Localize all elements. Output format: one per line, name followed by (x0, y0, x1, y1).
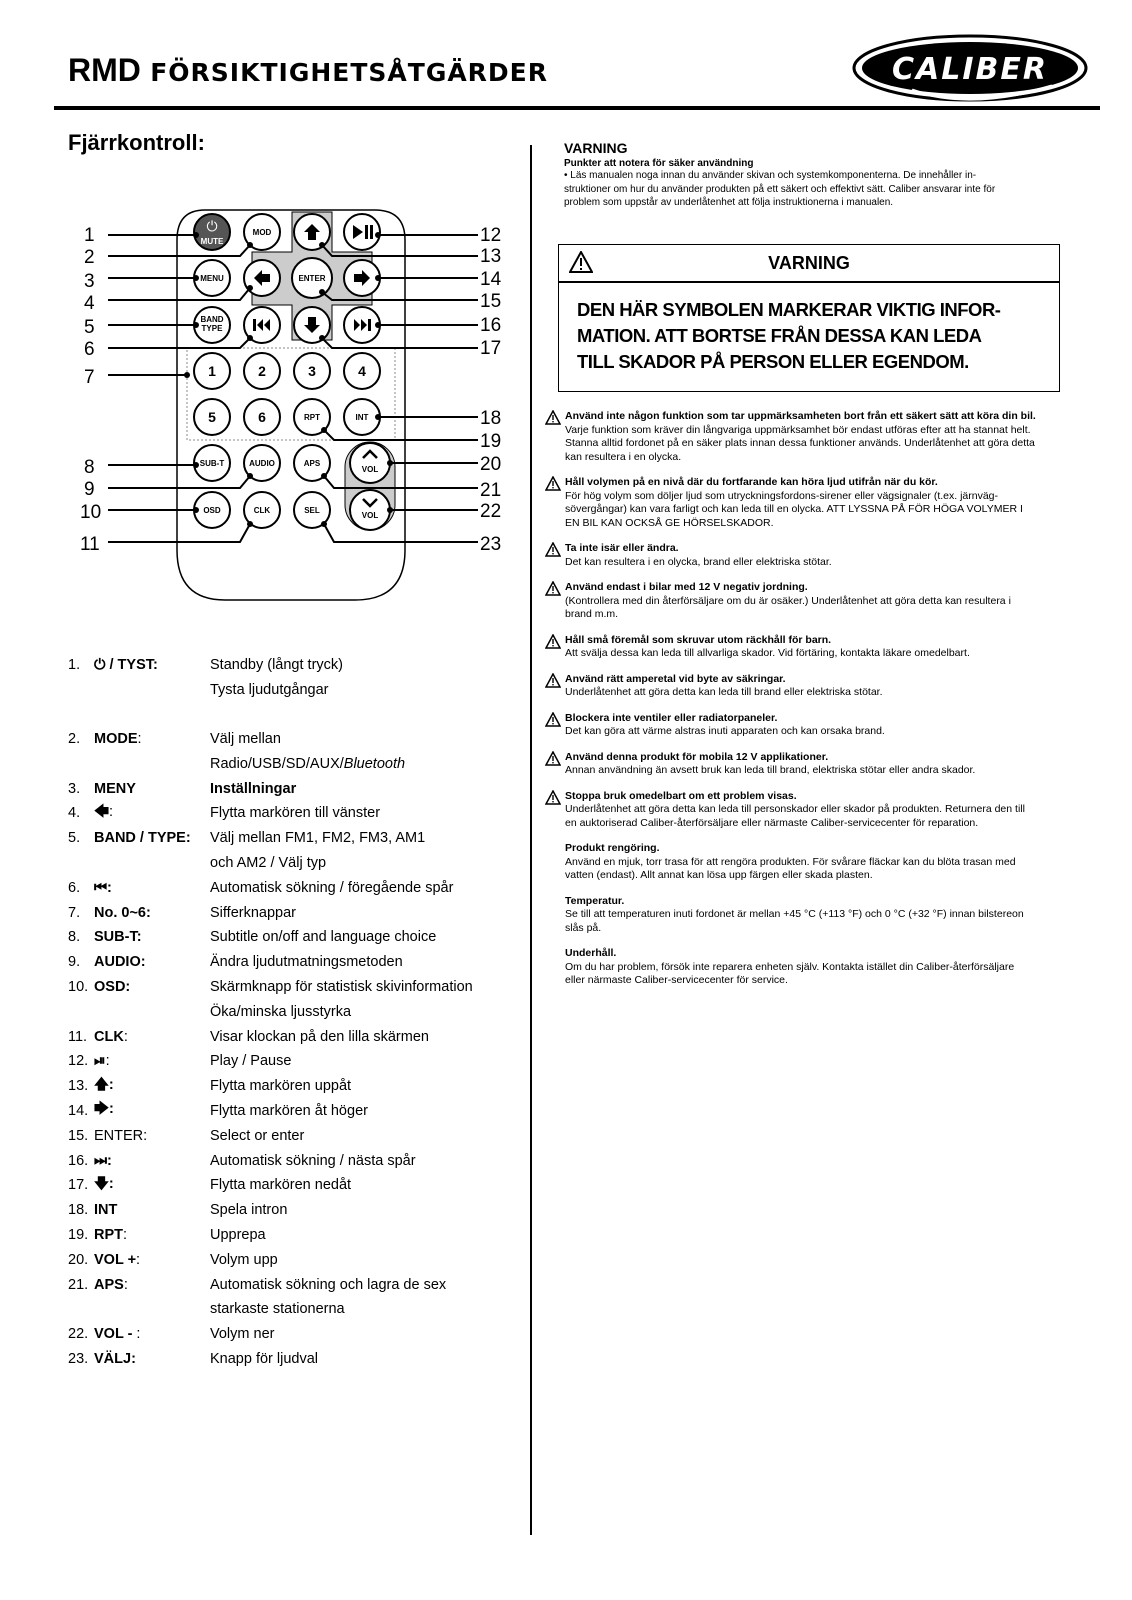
legend-description-text: Spela intron (210, 1202, 288, 1219)
legend-description (210, 1177, 508, 1193)
legend-description-text: och AM2 / Välj typ (210, 854, 327, 871)
legend-description (210, 905, 508, 921)
callout-3: 3 (84, 271, 95, 292)
legend-description-text: Automatisk sökning / nästa spår (210, 1152, 416, 1169)
legend-key (94, 1098, 210, 1123)
warning-note (545, 476, 1075, 530)
legend-key (94, 1153, 210, 1169)
legend-key (94, 1202, 210, 1218)
legend-key (94, 801, 210, 826)
legend-key-suffix: : (123, 1028, 128, 1045)
subt-label: SUB-T (199, 459, 225, 468)
legend-description (210, 1053, 508, 1069)
note-body-line: vatten (endast). Allt annat kan lösa upp färgen eller skada plasten. (565, 869, 873, 881)
safety-notes (545, 410, 1075, 1000)
legend-number: 1. (68, 657, 81, 674)
note-heading: Håll volymen på en nivå där du fortfarande kan höra ljud utifrån när du kör. (565, 476, 938, 488)
num-3-label: 3 (308, 363, 316, 379)
legend-description (210, 1078, 508, 1094)
legend-key-bold: No. 0~6: (94, 904, 151, 921)
logo-text: CALIBER (892, 52, 1048, 87)
legend-number: 21. (68, 1276, 89, 1293)
legend-description-text: Flytta markören åt höger (210, 1102, 368, 1119)
legend-key (94, 1173, 210, 1198)
warning-note (545, 542, 1075, 569)
legend-key-bold: CLK (94, 1028, 124, 1045)
legend-number: 3. (68, 780, 81, 797)
note-body-line: (Kontrollera med din återförsäljare om du är osäker.) Underlåtenhet att göra detta kan resultera i (565, 594, 1011, 607)
note-body-line: kan resultera i en olycka. (565, 450, 682, 463)
enter-label: ENTER (298, 274, 326, 283)
legend-description-text: Standby (långt tryck) (210, 657, 343, 674)
legend-description (210, 1351, 508, 1367)
legend-description-text: Ändra ljudutmatningsmetoden (210, 954, 403, 971)
note-heading: Produkt rengöring. (565, 842, 660, 854)
warning-icon (545, 581, 561, 596)
note-body-line: Det kan göra att värme alstras inuti apparaten och kan orsaka brand. (565, 725, 885, 737)
callout-1: 1 (84, 225, 95, 246)
legend-description (210, 1301, 508, 1317)
intro-line: problem som uppstår av underlåtenhet att följa instruktionerna i manualen. (564, 197, 894, 208)
legend-description-text: Välj mellan (210, 730, 281, 747)
note-body-line: Se till att temperaturen inuti fordonet är mellan +45 °C (+113 °F) och 0 °C (+32 °F) innan bilstereon (565, 908, 1024, 920)
note-body-line: Underlåtenhet att göra detta kan leda till personskador eller skador på produkten. Returnera den till (565, 803, 1025, 815)
legend-key-bold: MENY (94, 780, 136, 797)
legend-key-bold: RPT (94, 1226, 123, 1243)
note-body-line: Det kan resultera i en olycka, brand eller elektriska stötar. (565, 555, 832, 568)
legend-key-bold: AUDIO: (94, 954, 146, 971)
callout-9: 9 (84, 479, 95, 500)
legend-key-suffix: : (123, 1226, 128, 1243)
legend-row (68, 776, 508, 801)
vol-down-button[interactable] (350, 490, 390, 530)
legend-description-text: Visar klockan på den lilla skärmen (210, 1028, 429, 1045)
callout-2: 2 (84, 247, 95, 268)
callout-10: 10 (80, 502, 102, 523)
callout-12: 12 (480, 225, 502, 246)
remote-heading: Fjärrkontroll: (68, 130, 205, 155)
legend-row (68, 999, 508, 1024)
varning-heading: VARNING (564, 140, 628, 156)
legend-number: 14. (68, 1102, 89, 1119)
button-legend (68, 653, 508, 1371)
callout-21: 21 (480, 480, 502, 501)
legend-key (94, 1351, 210, 1367)
type-label: TYPE (201, 324, 223, 333)
intro-line: • Läs manualen noga innan du använder skivan och systemkomponenterna. De innehåller in- (564, 170, 977, 181)
header-rule (54, 106, 1100, 110)
warning-box-body (559, 283, 1059, 375)
legend-key (94, 979, 210, 995)
callout-4: 4 (84, 293, 95, 314)
legend-key-bold: 🡅: (94, 1076, 114, 1093)
warning-note (545, 790, 1075, 831)
menu-label: MENU (200, 274, 224, 283)
note-body-line: Om du har problem, försök inte reparera enheten själv. Kontakta istället din Caliber-återförsäljare (565, 960, 1015, 973)
legend-description-text: Volym upp (210, 1251, 278, 1268)
info-note (545, 947, 1075, 988)
warning-icon (545, 790, 561, 805)
legend-description (210, 1029, 508, 1045)
legend-description (210, 954, 508, 970)
callout-11: 11 (80, 534, 100, 555)
legend-key-bold: MODE (94, 730, 138, 747)
note-body-line: en auktoriserad Caliber-återförsäljare eller närmaste Caliber-servicecenter för reparation. (565, 816, 979, 829)
note-heading: Ta inte isär eller ändra. (565, 542, 679, 554)
left-callout-numbers (80, 225, 101, 555)
warning-box-line: DEN HÄR SYMBOLEN MARKERAR VIKTIG INFOR- (577, 299, 1001, 320)
legend-key-bold: VÄLJ: (94, 1350, 136, 1367)
audio-label: AUDIO (249, 459, 275, 468)
note-heading: Blockera inte ventiler eller radiatorpaneler. (565, 711, 778, 724)
legend-row (68, 1322, 508, 1347)
legend-description (210, 1326, 508, 1342)
legend-description (210, 1153, 508, 1169)
legend-description-text: Upprepa (210, 1226, 266, 1243)
legend-number: 18. (68, 1202, 89, 1219)
legend-key-bold: VOL - (94, 1326, 133, 1343)
legend-row (68, 1247, 508, 1272)
legend-number: 8. (68, 929, 81, 946)
legend-key-suffix: : (136, 1251, 141, 1268)
callout-15: 15 (480, 291, 502, 312)
legend-row (68, 1123, 508, 1148)
sel-label: SEL (304, 506, 320, 515)
note-heading: Använd endast i bilar med 12 V negativ jordning. (565, 581, 808, 593)
legend-number: 5. (68, 830, 81, 847)
legend-description-text: Knapp för ljudval (210, 1350, 319, 1367)
legend-key-bold: VOL + (94, 1251, 137, 1268)
aps-label: APS (303, 459, 321, 468)
legend-row (68, 1024, 508, 1049)
note-heading: Underhåll. (565, 947, 617, 959)
int-label: INT (355, 413, 369, 422)
legend-row (68, 1173, 508, 1198)
vol-up-button[interactable] (350, 443, 390, 483)
legend-row (68, 727, 508, 752)
legend-row (68, 751, 508, 776)
legend-number: 20. (68, 1251, 89, 1268)
callout-6: 6 (84, 339, 95, 360)
legend-key (94, 905, 210, 921)
callout-7: 7 (84, 367, 95, 388)
legend-key-bold: ⏯ (94, 1053, 106, 1070)
legend-key (94, 1326, 210, 1342)
warning-icon (545, 634, 561, 649)
legend-description (210, 979, 508, 995)
legend-key-bold: ⏮: (94, 879, 112, 896)
legend-row (68, 900, 508, 925)
legend-key-bold: ⏭: (94, 1152, 112, 1169)
warning-icon (545, 476, 561, 491)
note-body-line: Att svälja dessa kan leda till allvarliga skador. Vid förtäring, kontakta läkare omedelbart. (565, 647, 970, 659)
note-body-line: EN BIL KAN OCKSÅ GE HÖRSELSKADOR. (565, 516, 774, 529)
legend-key-plain: ENTER: (94, 1127, 148, 1144)
note-body-line: eller närmaste Caliber-servicecenter för service. (565, 974, 788, 986)
warning-note (545, 634, 1075, 661)
legend-key-suffix: : (132, 1326, 141, 1343)
vol-up-label: VOL (361, 465, 379, 474)
legend-number: 2. (68, 730, 81, 747)
warning-note (545, 751, 1075, 778)
legend-key (94, 1252, 210, 1268)
legend-key-bold: OSD: (94, 978, 131, 995)
legend-key-suffix: : (105, 1053, 110, 1070)
legend-key (94, 830, 210, 846)
callout-13: 13 (480, 246, 502, 267)
brand-label: RMD (68, 52, 141, 88)
legend-description (210, 781, 508, 797)
legend-description-text: Subtitle on/off and language choice (210, 929, 437, 946)
legend-description-text: Select or enter (210, 1127, 305, 1144)
legend-row (68, 826, 508, 851)
legend-description (210, 1202, 508, 1218)
legend-key-bold: ⏻ / TYST: (94, 657, 158, 674)
legend-number: 13. (68, 1078, 89, 1095)
clk-label: CLK (253, 506, 271, 515)
legend-gap (68, 703, 508, 727)
note-body-line: brand m.m. (565, 608, 619, 620)
legend-description-text: Flytta markören nedåt (210, 1177, 352, 1194)
legend-number: 10. (68, 978, 89, 995)
legend-row (68, 950, 508, 975)
legend-description-text: Radio/USB/SD/AUX/ (210, 755, 344, 772)
num-6-label: 6 (258, 409, 266, 425)
legend-description-text: Automatisk sökning / föregående spår (210, 879, 454, 896)
legend-description (210, 855, 508, 871)
legend-key (94, 1227, 210, 1243)
legend-row (68, 653, 508, 678)
legend-row (68, 1074, 508, 1099)
osd-label: OSD (203, 506, 221, 515)
legend-description-text: Inställningar (210, 780, 297, 797)
vol-down-label: VOL (361, 511, 379, 520)
legend-key (94, 880, 210, 896)
note-body-line: Annan användning än avsett bruk kan leda till brand, elektriska stötar eller andra skador. (565, 764, 976, 776)
warning-icon (545, 410, 561, 425)
remote-control-diagram (70, 200, 530, 630)
callout-23: 23 (480, 534, 502, 555)
legend-description (210, 805, 508, 821)
legend-number: 16. (68, 1152, 89, 1169)
legend-description-text: Flytta markören uppåt (210, 1078, 352, 1095)
band-label: BAND (200, 315, 224, 324)
warning-box-line: TILL SKADOR PÅ PERSON ELLER EGENDOM. (577, 351, 969, 372)
note-body-line: Stanna alltid fordonet på en säker plats innan dessa funktioner används. Underlåtenhet att göra detta (565, 437, 1035, 449)
legend-key-bold: 🡇: (94, 1175, 114, 1192)
legend-description (210, 1128, 508, 1144)
note-heading: Använd denna produkt för mobila 12 V applikationer. (565, 750, 829, 763)
warning-box (558, 244, 1060, 392)
legend-description-text: Öka/minska ljusstyrka (210, 1003, 352, 1020)
warning-icon (545, 673, 561, 688)
legend-description (210, 929, 508, 945)
legend-row (68, 1099, 508, 1124)
warning-icon (545, 542, 561, 557)
note-body-line: Underlåtenhet att göra detta kan leda till brand eller elektriska stötar. (565, 686, 883, 698)
legend-description (210, 830, 508, 846)
note-heading: Stoppa bruk omedelbart om ett problem visas. (565, 789, 797, 802)
legend-row (68, 1223, 508, 1248)
legend-key (94, 781, 210, 797)
legend-key (94, 657, 210, 673)
info-note (545, 895, 1075, 936)
callout-19: 19 (480, 431, 502, 452)
note-body-line: slås på. (565, 921, 602, 934)
legend-description-text: Flytta markören till vänster (210, 805, 381, 822)
legend-description-italic: Bluetooth (343, 755, 406, 772)
mute-label: MUTE (200, 237, 224, 246)
legend-description (210, 880, 508, 896)
legend-description (210, 1103, 508, 1119)
legend-key (94, 1128, 210, 1144)
legend-description (210, 657, 508, 673)
legend-row (68, 975, 508, 1000)
legend-row (68, 1347, 508, 1372)
legend-key-bold: 🡄 (94, 803, 109, 820)
callout-20: 20 (480, 454, 502, 475)
warning-note (545, 410, 1075, 464)
num-2-label: 2 (258, 363, 266, 379)
legend-key-suffix: : (137, 730, 142, 747)
legend-description-text: starkaste stationerna (210, 1301, 345, 1318)
legend-description (210, 1227, 508, 1243)
warning-note (545, 581, 1075, 622)
power-icon: ⏻ (206, 219, 218, 235)
legend-number: 19. (68, 1226, 89, 1243)
page-title (68, 52, 548, 89)
num-5-label: 5 (208, 409, 216, 425)
callout-5: 5 (84, 317, 95, 338)
legend-key (94, 1053, 210, 1069)
legend-description (210, 1277, 508, 1293)
legend-row (68, 925, 508, 950)
legend-row (68, 1198, 508, 1223)
legend-row (68, 1272, 508, 1297)
legend-key-bold: BAND / TYPE: (94, 830, 191, 847)
legend-number: 12. (68, 1053, 89, 1070)
legend-number: 11. (68, 1028, 88, 1045)
warning-box-line: MATION. ATT BORTSE FRÅN DESSA KAN LEDA (577, 325, 982, 346)
legend-key (94, 929, 210, 945)
callout-18: 18 (480, 408, 502, 429)
legend-row (68, 801, 508, 826)
legend-row (68, 1049, 508, 1074)
note-body-line: Varje funktion som kräver din långvariga uppmärksamhet bör endast utföras efter att ha stannat helt. (565, 423, 1031, 436)
legend-key (94, 954, 210, 970)
callout-16: 16 (480, 315, 502, 336)
legend-number: 22. (68, 1326, 89, 1343)
legend-row (68, 1297, 508, 1322)
legend-description-text: Automatisk sökning och lagra de sex (210, 1276, 447, 1293)
legend-description (210, 731, 508, 747)
legend-description-text: Volym ner (210, 1326, 275, 1343)
legend-description-text: Skärmknapp för statistisk skivinformation (210, 978, 473, 995)
legend-description-text: Sifferknappar (210, 904, 296, 921)
legend-key-bold: INT (94, 1202, 118, 1219)
legend-description (210, 756, 508, 772)
note-heading: Använd inte någon funktion som tar uppmärksamheten bort från ett säkert sätt att köra din bil. (565, 410, 1036, 422)
legend-description-text: Tysta ljudutgångar (210, 682, 329, 699)
legend-key-bold: SUB-T: (94, 929, 142, 946)
legend-number: 7. (68, 904, 81, 921)
legend-number: 4. (68, 805, 81, 822)
note-body-line: Använd en mjuk, torr trasa för att rengöra produkten. För svårare fläckar kan du blöta trasan med (565, 855, 1016, 868)
caliber-logo (852, 34, 1092, 114)
note-heading: Använd rätt amperetal vid byte av säkringar. (565, 672, 786, 685)
warning-icon (545, 751, 561, 766)
note-body-line: sövergångar) kan vara farligt och kan leda till en olycka. ATT LYSSNA PÅ FÖR HÖGA VOLYMER I (565, 503, 1023, 515)
info-note (545, 842, 1075, 883)
mod-label: MOD (252, 228, 272, 237)
callout-8: 8 (84, 457, 95, 478)
intro-line: struktioner om hur du använder produkten på ett säkert och effektivt sätt. Caliber ansvarar inte för (564, 183, 996, 195)
legend-description (210, 1004, 508, 1020)
legend-number: 15. (68, 1127, 89, 1144)
title-label: FÖRSIKTIGHETSÅTGÄRDER (150, 58, 549, 87)
note-heading: Håll små föremål som skruvar utom räckhåll för barn. (565, 633, 832, 646)
legend-row (68, 851, 508, 876)
legend-key (94, 1074, 210, 1099)
legend-key-suffix: : (108, 803, 114, 820)
callout-22: 22 (480, 501, 502, 522)
column-divider (530, 145, 532, 1535)
legend-number: 17. (68, 1177, 89, 1194)
warning-box-title: VARNING (768, 253, 850, 273)
legend-description-text: Välj mellan FM1, FM2, FM3, AM1 (210, 830, 426, 847)
warning-box-header (559, 245, 1059, 283)
warning-note (545, 712, 1075, 739)
callout-14: 14 (480, 269, 502, 290)
rpt-label: RPT (304, 413, 320, 422)
note-body-line: För hög volym som döljer ljud som utryckningsfordons-sirener eller vägsignaler (t.ex. järnväg- (565, 489, 999, 502)
warning-intro (564, 140, 1064, 210)
legend-description (210, 1252, 508, 1268)
legend-key-suffix: : (123, 1276, 128, 1293)
legend-row (68, 1148, 508, 1173)
legend-key-bold: 🡆: (94, 1101, 114, 1118)
legend-description (210, 682, 508, 698)
legend-row (68, 678, 508, 703)
legend-number: 23. (68, 1350, 89, 1367)
num-1-label: 1 (208, 363, 216, 379)
right-callout-numbers (480, 225, 502, 555)
safety-subtitle: Punkter att notera för säker användning (564, 158, 754, 169)
legend-key (94, 1277, 210, 1293)
warning-icon (545, 712, 561, 727)
legend-description-text: Play / Pause (210, 1053, 292, 1070)
legend-number: 9. (68, 954, 81, 971)
legend-key-bold: APS (94, 1276, 124, 1293)
warning-note (545, 673, 1075, 700)
legend-key (94, 731, 210, 747)
legend-number: 6. (68, 879, 81, 896)
callout-17: 17 (480, 338, 502, 359)
legend-row (68, 875, 508, 900)
note-heading: Temperatur. (565, 894, 625, 907)
legend-key (94, 1029, 210, 1045)
num-4-label: 4 (358, 363, 366, 379)
